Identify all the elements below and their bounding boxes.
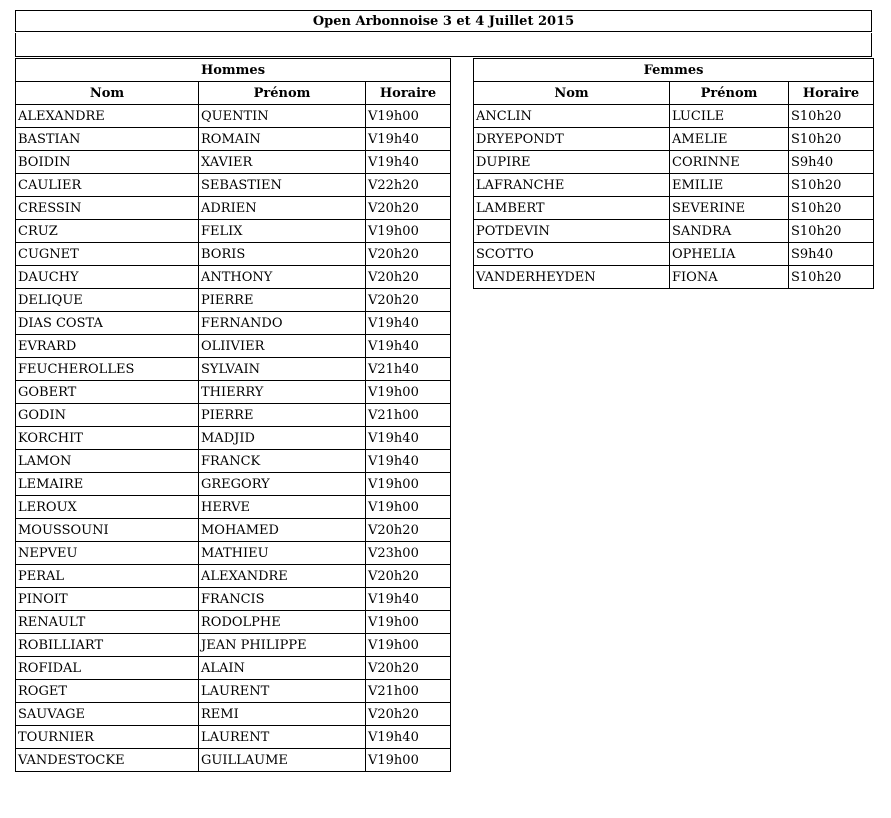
table-row (474, 266, 874, 289)
men-table (15, 58, 451, 772)
table-row (16, 220, 451, 243)
cell-nom: SAUVAGE (16, 703, 199, 726)
cell-nom: EVRARD (16, 335, 199, 358)
cell-nom: GODIN (16, 404, 199, 427)
table-row (16, 634, 451, 657)
men-section-title: Hommes (16, 59, 451, 82)
cell-horaire: S10h20 (789, 197, 874, 220)
table-row (16, 749, 451, 772)
table-row (474, 243, 874, 266)
cell-nom: KORCHIT (16, 427, 199, 450)
cell-horaire: V20h20 (366, 565, 451, 588)
table-row (16, 243, 451, 266)
table-row (16, 312, 451, 335)
cell-horaire: V19h40 (366, 312, 451, 335)
cell-prenom: MADJID (199, 427, 366, 450)
cell-prenom: OPHELIA (670, 243, 789, 266)
table-row (16, 542, 451, 565)
cell-nom: DIAS COSTA (16, 312, 199, 335)
cell-nom: DRYEPONDT (474, 128, 670, 151)
cell-prenom: ANTHONY (199, 266, 366, 289)
cell-horaire: V20h20 (366, 266, 451, 289)
table-row (474, 128, 874, 151)
cell-nom: LEMAIRE (16, 473, 199, 496)
table-row (16, 404, 451, 427)
women-header-row (474, 82, 874, 105)
cell-horaire: S9h40 (789, 151, 874, 174)
cell-prenom: SANDRA (670, 220, 789, 243)
table-row (16, 289, 451, 312)
cell-horaire: V19h40 (366, 335, 451, 358)
cell-nom: ANCLIN (474, 105, 670, 128)
cell-nom: DUPIRE (474, 151, 670, 174)
cell-nom: MOUSSOUNI (16, 519, 199, 542)
cell-prenom: GREGORY (199, 473, 366, 496)
cell-horaire: V20h20 (366, 703, 451, 726)
table-row (16, 565, 451, 588)
table-row (16, 726, 451, 749)
cell-prenom: BORIS (199, 243, 366, 266)
cell-nom: BOIDIN (16, 151, 199, 174)
cell-prenom: FRANCK (199, 450, 366, 473)
table-row (474, 105, 874, 128)
cell-nom: VANDESTOCKE (16, 749, 199, 772)
cell-prenom: SEBASTIEN (199, 174, 366, 197)
table-row (16, 588, 451, 611)
cell-horaire: S10h20 (789, 174, 874, 197)
cell-nom: LAMON (16, 450, 199, 473)
table-row (16, 151, 451, 174)
table-row (474, 220, 874, 243)
women-table (473, 58, 874, 289)
cell-nom: ROBILLIART (16, 634, 199, 657)
cell-horaire: S9h40 (789, 243, 874, 266)
cell-prenom: GUILLAUME (199, 749, 366, 772)
table-row (16, 381, 451, 404)
cell-prenom: MOHAMED (199, 519, 366, 542)
men-header-horaire: Horaire (366, 82, 451, 105)
table-row (16, 519, 451, 542)
cell-horaire: V21h00 (366, 404, 451, 427)
cell-prenom: PIERRE (199, 289, 366, 312)
cell-nom: RENAULT (16, 611, 199, 634)
men-section-row (16, 59, 451, 82)
cell-horaire: S10h20 (789, 220, 874, 243)
cell-horaire: V19h40 (366, 151, 451, 174)
cell-nom: FEUCHEROLLES (16, 358, 199, 381)
cell-prenom: SYLVAIN (199, 358, 366, 381)
cell-nom: TOURNIER (16, 726, 199, 749)
cell-horaire: V19h00 (366, 381, 451, 404)
cell-horaire: V20h20 (366, 657, 451, 680)
cell-horaire: V23h00 (366, 542, 451, 565)
table-row (16, 174, 451, 197)
cell-prenom: HERVE (199, 496, 366, 519)
cell-nom: CRESSIN (16, 197, 199, 220)
cell-horaire: V19h40 (366, 726, 451, 749)
cell-nom: LAFRANCHE (474, 174, 670, 197)
cell-horaire: V20h20 (366, 243, 451, 266)
cell-nom: CUGNET (16, 243, 199, 266)
cell-horaire: V21h00 (366, 680, 451, 703)
cell-nom: PERAL (16, 565, 199, 588)
cell-prenom: EMILIE (670, 174, 789, 197)
cell-horaire: V19h00 (366, 496, 451, 519)
table-row (16, 473, 451, 496)
cell-nom: ROGET (16, 680, 199, 703)
cell-prenom: JEAN PHILIPPE (199, 634, 366, 657)
cell-prenom: FRANCIS (199, 588, 366, 611)
cell-nom: ROFIDAL (16, 657, 199, 680)
cell-horaire: S10h20 (789, 105, 874, 128)
cell-horaire: V21h40 (366, 358, 451, 381)
cell-horaire: S10h20 (789, 128, 874, 151)
cell-horaire: S10h20 (789, 266, 874, 289)
cell-prenom: FIONA (670, 266, 789, 289)
women-section-title: Femmes (474, 59, 874, 82)
cell-prenom: REMI (199, 703, 366, 726)
cell-nom: SCOTTO (474, 243, 670, 266)
cell-nom: GOBERT (16, 381, 199, 404)
cell-prenom: MATHIEU (199, 542, 366, 565)
women-header-horaire: Horaire (789, 82, 874, 105)
cell-horaire: V20h20 (366, 197, 451, 220)
cell-prenom: AMELIE (670, 128, 789, 151)
cell-nom: DAUCHY (16, 266, 199, 289)
cell-horaire: V22h20 (366, 174, 451, 197)
cell-nom: CRUZ (16, 220, 199, 243)
cell-nom: VANDERHEYDEN (474, 266, 670, 289)
cell-horaire: V20h20 (366, 289, 451, 312)
table-row (16, 105, 451, 128)
cell-prenom: OLIIVIER (199, 335, 366, 358)
cell-prenom: LAURENT (199, 680, 366, 703)
cell-prenom: RODOLPHE (199, 611, 366, 634)
cell-horaire: V19h40 (366, 450, 451, 473)
cell-prenom: SEVERINE (670, 197, 789, 220)
women-section-row (474, 59, 874, 82)
cell-horaire: V20h20 (366, 519, 451, 542)
cell-prenom: ADRIEN (199, 197, 366, 220)
table-row (16, 197, 451, 220)
table-row (16, 680, 451, 703)
cell-prenom: LUCILE (670, 105, 789, 128)
women-header-nom: Nom (474, 82, 670, 105)
cell-nom: PINOIT (16, 588, 199, 611)
cell-prenom: XAVIER (199, 151, 366, 174)
table-row (16, 496, 451, 519)
cell-horaire: V19h00 (366, 749, 451, 772)
men-header-row (16, 82, 451, 105)
document-title: Open Arbonnoise 3 et 4 Juillet 2015 (15, 10, 872, 32)
cell-prenom: FELIX (199, 220, 366, 243)
cell-prenom: CORINNE (670, 151, 789, 174)
cell-horaire: V19h40 (366, 427, 451, 450)
cell-nom: CAULIER (16, 174, 199, 197)
cell-nom: NEPVEU (16, 542, 199, 565)
table-row (16, 450, 451, 473)
cell-horaire: V19h40 (366, 588, 451, 611)
cell-prenom: ALEXANDRE (199, 565, 366, 588)
table-row (474, 197, 874, 220)
cell-prenom: THIERRY (199, 381, 366, 404)
table-row (16, 611, 451, 634)
table-row (16, 128, 451, 151)
cell-nom: BASTIAN (16, 128, 199, 151)
blank-row (15, 33, 872, 57)
cell-horaire: V19h00 (366, 220, 451, 243)
cell-prenom: ROMAIN (199, 128, 366, 151)
cell-horaire: V19h00 (366, 105, 451, 128)
table-row (16, 427, 451, 450)
cell-prenom: PIERRE (199, 404, 366, 427)
cell-prenom: QUENTIN (199, 105, 366, 128)
cell-nom: DELIQUE (16, 289, 199, 312)
table-row (16, 657, 451, 680)
cell-prenom: FERNANDO (199, 312, 366, 335)
cell-prenom: ALAIN (199, 657, 366, 680)
cell-prenom: LAURENT (199, 726, 366, 749)
cell-horaire: V19h00 (366, 473, 451, 496)
table-row (474, 174, 874, 197)
cell-horaire: V19h40 (366, 128, 451, 151)
cell-nom: LAMBERT (474, 197, 670, 220)
men-header-prenom: Prénom (199, 82, 366, 105)
cell-horaire: V19h00 (366, 611, 451, 634)
table-row (16, 358, 451, 381)
cell-horaire: V19h00 (366, 634, 451, 657)
women-header-prenom: Prénom (670, 82, 789, 105)
table-row (16, 335, 451, 358)
cell-nom: LEROUX (16, 496, 199, 519)
table-row (16, 703, 451, 726)
cell-nom: ALEXANDRE (16, 105, 199, 128)
table-row (16, 266, 451, 289)
men-table-body (16, 105, 451, 772)
women-table-body (474, 105, 874, 289)
table-row (474, 151, 874, 174)
cell-nom: POTDEVIN (474, 220, 670, 243)
men-header-nom: Nom (16, 82, 199, 105)
